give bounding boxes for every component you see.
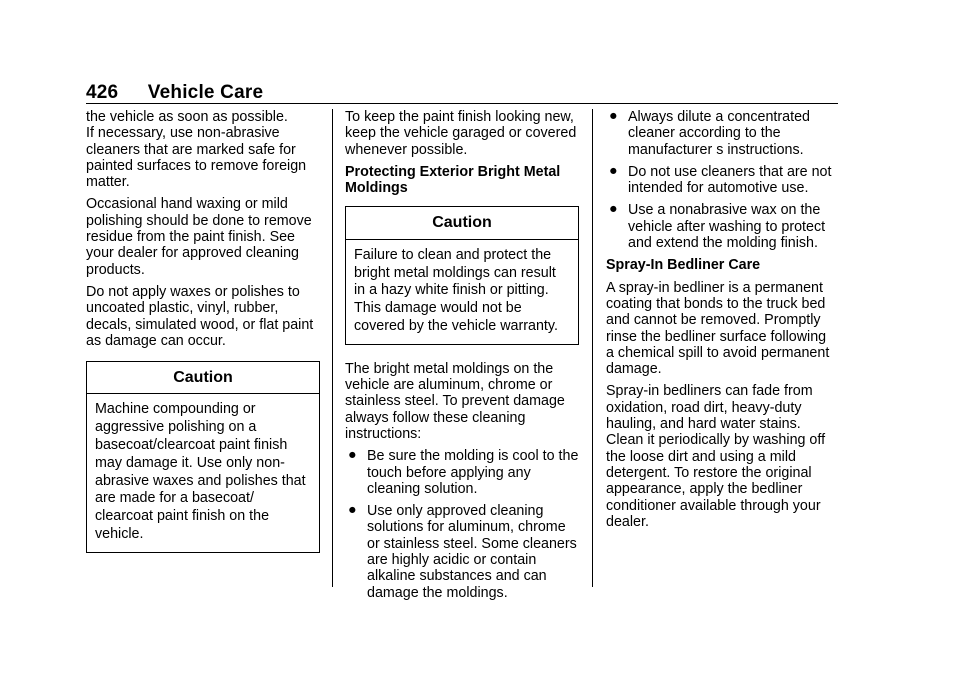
paragraph: Spray-in bedliners can fade from oxidation, road dirt, heavy-duty hauling, and hard water stains. Clean it periodically by washing off the loose dirt and using a mild detergent. To restore the original appearance, apply the bedliner conditioner available through your dealer. xyxy=(606,383,826,530)
page-number: 426 xyxy=(86,82,119,103)
bullet-icon: ● xyxy=(609,201,618,218)
list-item-text: Use a nonabrasive wax on the vehicle after washing to protect and extend the molding finish. xyxy=(628,202,826,252)
caution-box xyxy=(86,361,320,553)
caution-title: Caution xyxy=(87,362,319,394)
subheading: Protecting Exterior Bright Metal Moldings xyxy=(345,163,561,197)
paragraph: If necessary, use non-abrasive cleaners that are marked safe for painted surfaces to remove foreign matter. xyxy=(86,125,307,191)
page-header xyxy=(86,82,263,104)
list-item xyxy=(606,164,838,197)
middle-column xyxy=(345,109,579,607)
caution-title: Caution xyxy=(346,207,578,239)
paragraph: the vehicle as soon as possible. xyxy=(86,109,288,125)
paragraph: Do not apply waxes or polishes to uncoated plastic, vinyl, rubber, decals, simulated wood, or flat paint as damage can occur. xyxy=(86,283,314,349)
list-item xyxy=(345,503,579,601)
bullet-icon: ● xyxy=(609,162,618,179)
header-rule xyxy=(86,103,838,104)
paragraph: Occasional hand waxing or mild polishing should be done to remove residue from the paint finish. See your dealer for approved cleaning products. xyxy=(86,196,312,278)
paragraph: The bright metal moldings on the vehicle are aluminum, chrome or stainless steel. To prevent damage always follow these cleaning instructions: xyxy=(345,360,565,442)
list-item xyxy=(606,202,838,251)
right-column xyxy=(606,109,838,536)
column-divider-left xyxy=(332,109,333,587)
list-item-text: Be sure the molding is cool to the touch before applying any cleaning solution. xyxy=(367,448,579,497)
list-item xyxy=(606,109,838,158)
bullet-icon: ● xyxy=(609,108,618,124)
caution-text: Failure to clean and protect the bright metal moldings can result in a hazy white finish or pitting. This damage would not be covered by the vehicle warranty. xyxy=(354,246,558,334)
list-item-text: Use only approved cleaning solutions for aluminum, chrome or stainless steel. Some cleaners are highly acidic or contain alkaline substances and can damage the moldings. xyxy=(367,503,577,601)
paragraph: To keep the paint finish looking new, keep the vehicle garaged or covered whenever possible. xyxy=(345,109,577,158)
subheading: Spray-In Bedliner Care xyxy=(606,257,761,274)
caution-text: Machine compounding or aggressive polishing on a basecoat/clearcoat paint finish may damage it. Use only non-abrasive waxes and polishes that are made for a basecoat/ clearcoat paint finish on the vehicle. xyxy=(95,401,306,543)
list-item-text: Do not use cleaners that are not intended for automotive use. xyxy=(628,163,832,197)
column-divider-right xyxy=(592,109,593,587)
paragraph: A spray-in bedliner is a permanent coating that bonds to the truck bed and cannot be removed. Promptly rinse the bedliner surface following a chemical spill to avoid permanent damage. xyxy=(606,279,830,378)
left-column xyxy=(86,109,320,569)
list-item xyxy=(345,448,579,497)
section-title: Vehicle Care xyxy=(147,82,264,103)
bullet-icon: ● xyxy=(348,447,357,464)
bullet-icon: ● xyxy=(348,502,357,519)
caution-box xyxy=(345,206,579,344)
list-item-text: Always dilute a concentrated cleaner according to the manufacturer s instructions. xyxy=(628,109,810,158)
